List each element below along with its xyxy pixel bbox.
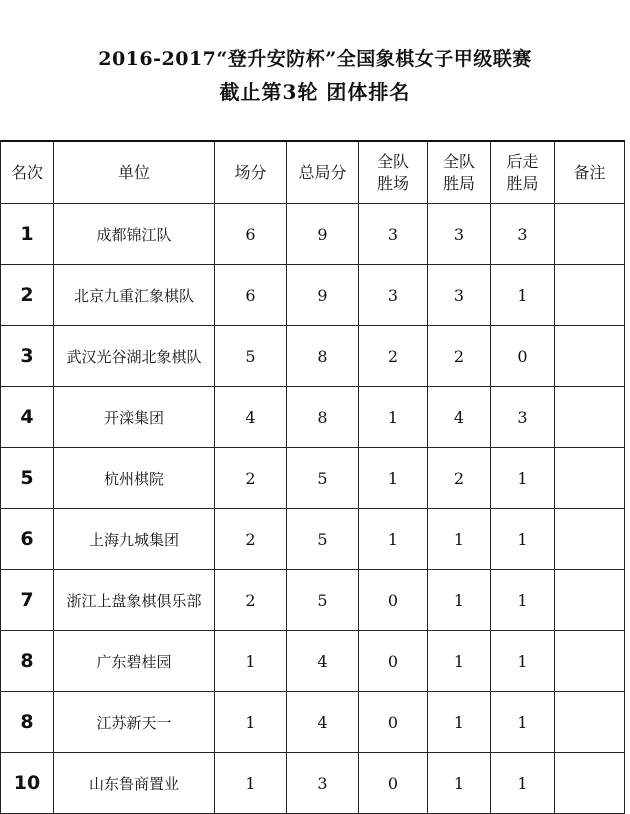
table-row xyxy=(1,692,625,753)
points-cell: 1 xyxy=(215,692,287,753)
remarks-cell xyxy=(555,570,625,631)
remarks-cell xyxy=(555,387,625,448)
points-cell: 1 xyxy=(215,631,287,692)
points-cell: 1 xyxy=(215,753,287,814)
total-cell: 5 xyxy=(287,509,359,570)
game-wins-cell: 1 xyxy=(428,570,491,631)
header-team-wins-line2: 胜场 xyxy=(376,173,409,193)
black-wins-cell: 1 xyxy=(491,265,555,326)
rank-cell: 4 xyxy=(1,387,54,448)
team-wins-cell: 1 xyxy=(359,509,428,570)
total-cell: 9 xyxy=(287,204,359,265)
remarks-cell xyxy=(555,692,625,753)
header-black-wins-line1: 后走 xyxy=(506,151,539,171)
black-wins-cell: 3 xyxy=(491,387,555,448)
rank-cell: 8 xyxy=(1,692,54,753)
rank-cell: 3 xyxy=(1,326,54,387)
black-wins-cell: 0 xyxy=(491,326,555,387)
black-wins-cell: 1 xyxy=(491,509,555,570)
table-header-row xyxy=(1,141,625,204)
total-cell: 5 xyxy=(287,570,359,631)
header-unit: 单位 xyxy=(54,141,215,204)
table-row xyxy=(1,326,625,387)
table-row xyxy=(1,387,625,448)
remarks-cell xyxy=(555,631,625,692)
unit-cell: 成都锦江队 xyxy=(54,204,215,265)
points-cell: 2 xyxy=(215,570,287,631)
game-wins-cell: 1 xyxy=(428,692,491,753)
unit-cell: 江苏新天一 xyxy=(54,692,215,753)
unit-cell: 北京九重汇象棋队 xyxy=(54,265,215,326)
rank-cell: 1 xyxy=(1,204,54,265)
unit-cell: 广东碧桂园 xyxy=(54,631,215,692)
header-rank: 名次 xyxy=(1,141,54,204)
remarks-cell xyxy=(555,265,625,326)
header-team-wins xyxy=(359,141,428,204)
total-cell: 8 xyxy=(287,326,359,387)
header-remarks: 备注 xyxy=(555,141,625,204)
header-team-wins-line1: 全队 xyxy=(376,151,409,171)
header-team-game-wins-line1: 全队 xyxy=(442,151,475,171)
remarks-cell xyxy=(555,448,625,509)
table-row xyxy=(1,448,625,509)
total-cell: 5 xyxy=(287,448,359,509)
remarks-cell xyxy=(555,204,625,265)
game-wins-cell: 1 xyxy=(428,509,491,570)
table-row xyxy=(1,631,625,692)
unit-cell: 武汉光谷湖北象棋队 xyxy=(54,326,215,387)
black-wins-cell: 1 xyxy=(491,631,555,692)
points-cell: 5 xyxy=(215,326,287,387)
game-wins-cell: 1 xyxy=(428,631,491,692)
team-wins-cell: 1 xyxy=(359,387,428,448)
remarks-cell xyxy=(555,509,625,570)
total-cell: 8 xyxy=(287,387,359,448)
rank-cell: 2 xyxy=(1,265,54,326)
game-wins-cell: 2 xyxy=(428,448,491,509)
table-row xyxy=(1,570,625,631)
black-wins-cell: 3 xyxy=(491,204,555,265)
header-total-games: 总局分 xyxy=(287,141,359,204)
table-row xyxy=(1,204,625,265)
points-cell: 4 xyxy=(215,387,287,448)
unit-cell: 山东鲁商置业 xyxy=(54,753,215,814)
black-wins-cell: 1 xyxy=(491,753,555,814)
total-cell: 4 xyxy=(287,631,359,692)
rank-cell: 8 xyxy=(1,631,54,692)
game-wins-cell: 1 xyxy=(428,753,491,814)
points-cell: 2 xyxy=(215,509,287,570)
unit-cell: 杭州棋院 xyxy=(54,448,215,509)
total-cell: 4 xyxy=(287,692,359,753)
points-cell: 6 xyxy=(215,204,287,265)
points-cell: 6 xyxy=(215,265,287,326)
team-wins-cell: 0 xyxy=(359,631,428,692)
black-wins-cell: 1 xyxy=(491,692,555,753)
table-row xyxy=(1,753,625,814)
title-line-2: 截止第3轮 团体排名 xyxy=(219,80,411,104)
game-wins-cell: 3 xyxy=(428,265,491,326)
unit-cell: 开滦集团 xyxy=(54,387,215,448)
unit-cell: 上海九城集团 xyxy=(54,509,215,570)
rank-cell: 5 xyxy=(1,448,54,509)
unit-cell: 浙江上盘象棋俱乐部 xyxy=(54,570,215,631)
rank-cell: 6 xyxy=(1,509,54,570)
header-points: 场分 xyxy=(215,141,287,204)
total-cell: 9 xyxy=(287,265,359,326)
standings-table xyxy=(0,140,625,814)
header-team-game-wins xyxy=(428,141,491,204)
title-line-1: 2016-2017“登升安防杯”全国象棋女子甲级联赛 xyxy=(98,48,532,70)
team-wins-cell: 3 xyxy=(359,204,428,265)
team-wins-cell: 0 xyxy=(359,570,428,631)
header-team-game-wins-line2: 胜局 xyxy=(442,173,475,193)
points-cell: 2 xyxy=(215,448,287,509)
black-wins-cell: 1 xyxy=(491,448,555,509)
header-black-wins-line2: 胜局 xyxy=(506,173,539,193)
game-wins-cell: 4 xyxy=(428,387,491,448)
table-row xyxy=(1,509,625,570)
remarks-cell xyxy=(555,326,625,387)
game-wins-cell: 2 xyxy=(428,326,491,387)
black-wins-cell: 1 xyxy=(491,570,555,631)
remarks-cell xyxy=(555,753,625,814)
rank-cell: 7 xyxy=(1,570,54,631)
team-wins-cell: 1 xyxy=(359,448,428,509)
team-wins-cell: 0 xyxy=(359,692,428,753)
game-wins-cell: 3 xyxy=(428,204,491,265)
total-cell: 3 xyxy=(287,753,359,814)
team-wins-cell: 0 xyxy=(359,753,428,814)
header-black-wins xyxy=(491,141,555,204)
team-wins-cell: 2 xyxy=(359,326,428,387)
table-row xyxy=(1,265,625,326)
team-wins-cell: 3 xyxy=(359,265,428,326)
rank-cell: 10 xyxy=(1,753,54,814)
